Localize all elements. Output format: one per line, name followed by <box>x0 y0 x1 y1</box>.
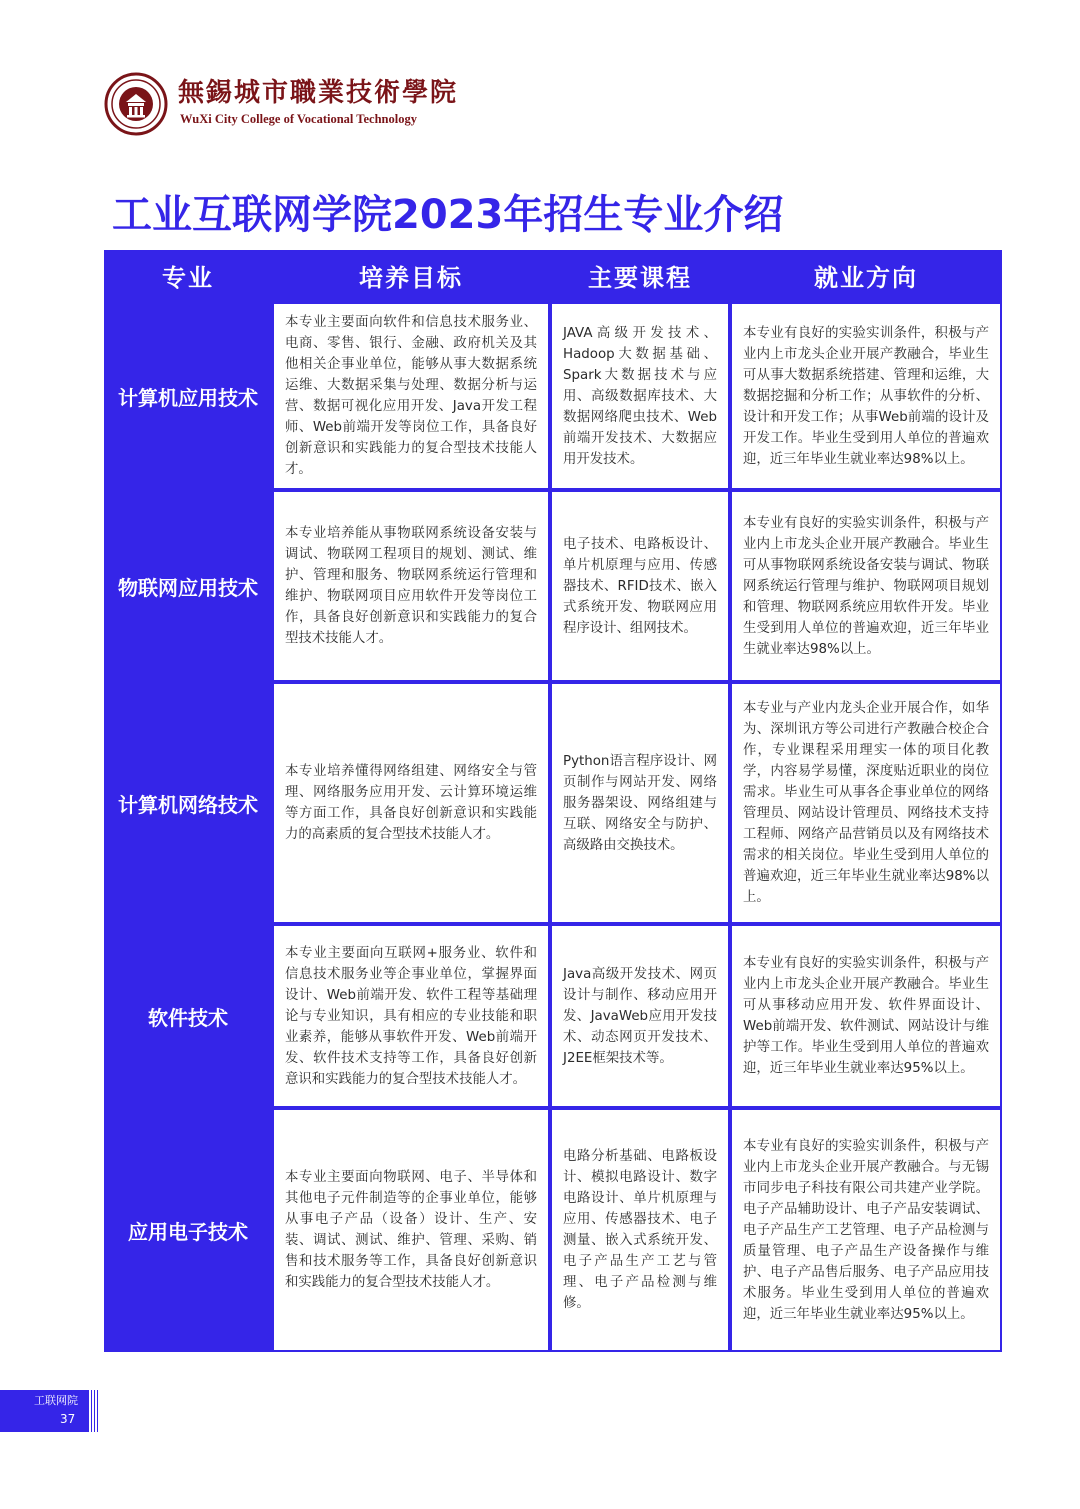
training-goal-cell <box>274 304 548 488</box>
courses-text: Java高级开发技术、网页设计与制作、移动应用开发、JavaWeb应用开发技术、动态网页开发技术、J2EE框架技术等。 <box>563 966 717 1066</box>
courses-cell <box>552 1110 728 1350</box>
courses-cell <box>552 926 728 1106</box>
training-goal-cell <box>274 492 548 680</box>
training-goal-cell <box>274 926 548 1106</box>
school-name-cn: 無錫城市職業技術學院 <box>178 78 459 108</box>
courses-text: JAVA高级开发技术、Hadoop大数据基础、Spark大数据技术与应用、高级数据库技术、大数据网络爬虫技术、Web前端开发技术、大数据应用开发技术。 <box>563 325 717 467</box>
career-cell <box>732 1110 1000 1350</box>
page-title: 工业互联网学院2023年招生专业介绍 <box>112 192 784 238</box>
training-goal-text: 本专业主要面向软件和信息技术服务业、电商、零售、银行、金融、政府机关及其他相关企事业单位，能够从事大数据系统运维、大数据采集与处理、数据分析与运营、数据可视化应用开发、Java开发工程师、Web前端开发等岗位工作，具备良好创新意识和实践能力的复合型技术技能人才。 <box>285 315 537 477</box>
training-goal-text: 本专业培养懂得网络组建、网络安全与管理、网络服务应用开发、云计算环境运维等方面工作，具备良好创新意识和实践能力的高素质的复合型技术技能人才。 <box>285 764 537 842</box>
training-goal-cell <box>274 684 548 922</box>
courses-text: Python语言程序设计、网页制作与网站开发、网络服务器架设、网络组建与互联、网络安全与防护、高级路由交换技术。 <box>563 753 717 853</box>
career-cell <box>732 926 1000 1106</box>
courses-cell <box>552 304 728 488</box>
school-name-en: WuXi City College of Vocational Technology <box>180 112 417 126</box>
career-text: 本专业与产业内龙头企业开展合作，如华为、深圳讯方等公司进行产教融合校企合作，专业课程采用理实一体的项目化教学，内容易学易懂，深度贴近职业的岗位需求。毕业生可从事各企事业单位的网络管理员、网站设计管理员、网络技术支持工程师、网络产品营销员以及有网络技术需求的相关岗位。毕业生受到用人单位的普遍欢迎，近三年毕业生就业率达98%以上。 <box>743 701 989 905</box>
major-name: 软件技术 <box>106 926 270 1106</box>
career-text: 本专业有良好的实验实训条件，积极与产业内上市龙头企业开展产教融合。毕业生可从事移动应用开发、软件界面设计、Web前端开发、软件测试、网站设计与维护等工作。毕业生受到用人单位的普遍欢迎，近三年毕业生就业率达95%以上。 <box>743 956 989 1076</box>
footer-label: 工联网院 <box>34 1394 78 1407</box>
column-header-goal: 培养目标 <box>274 252 548 298</box>
career-text: 本专业有良好的实验实训条件，积极与产业内上市龙头企业开展产教融合。毕业生可从事物联网系统设备安装与调试、物联网系统运行管理与维护、物联网项目规划和管理、物联网系统应用软件开发。毕业生受到用人单位的普遍欢迎，近三年毕业生就业率达98%以上。 <box>743 515 989 657</box>
career-text: 本专业有良好的实验实训条件，积极与产业内上市龙头企业开展产教融合，毕业生可从事大数据系统搭建、管理和运维，大数据挖掘和分析工作；从事软件的分析、设计和开发工作；从事Web前端的设计及开发工作。毕业生受到用人单位的普遍欢迎，近三年毕业生就业率达98%以上。 <box>743 325 989 467</box>
career-text: 本专业有良好的实验实训条件，积极与产业内上市龙头企业开展产教融合。与无锡市同步电子科技有限公司共建产业学院。电子产品辅助设计、电子产品安装调试、电子产品生产工艺管理、电子产品检测与质量管理、电子产品生产设备操作与维护、电子产品售后服务、电子产品应用技术服务。毕业生受到用人单位的普遍欢迎，近三年毕业生就业率达95%以上。 <box>743 1138 989 1322</box>
column-header-career: 就业方向 <box>732 252 1000 298</box>
courses-cell <box>552 492 728 680</box>
courses-cell <box>552 684 728 922</box>
career-cell <box>732 492 1000 680</box>
training-goal-text: 本专业培养能从事物联网系统设备安装与调试、物联网工程项目的规划、测试、维护、管理和服务、物联网系统运行管理和维护、物联网项目应用软件开发等岗位工作，具备良好创新意识和实践能力的复合型技术技能人才。 <box>285 526 537 646</box>
major-name: 物联网应用技术 <box>106 492 270 680</box>
training-goal-text: 本专业主要面向物联网、电子、半导体和其他电子元件制造等的企事业单位，能够从事电子产品（设备）设计、生产、安装、调试、测试、维护、管理、采购、销售和技术服务等工作，具备良好创新意识和实践能力的复合型技术技能人才。 <box>285 1170 537 1290</box>
major-name: 应用电子技术 <box>106 1110 270 1350</box>
majors-table <box>104 250 1002 1352</box>
courses-text: 电子技术、电路板设计、单片机原理与应用、传感器技术、RFID技术、嵌入式系统开发、物联网应用程序设计、组网技术。 <box>563 536 717 636</box>
courses-text: 电路分析基础、电路板设计、模拟电路设计、数字电路设计、单片机原理与应用、传感器技术、电子测量、嵌入式系统开发、电子产品生产工艺与管理、电子产品检测与维修。 <box>563 1149 717 1311</box>
career-cell <box>732 304 1000 488</box>
column-header-courses: 主要课程 <box>552 252 728 298</box>
training-goal-cell <box>274 1110 548 1350</box>
major-name: 计算机网络技术 <box>106 684 270 922</box>
major-name: 计算机应用技术 <box>106 304 270 488</box>
page-number: 37 <box>60 1412 76 1426</box>
footer-stripes <box>88 1390 98 1432</box>
column-header-major: 专业 <box>106 252 270 298</box>
training-goal-text: 本专业主要面向互联网+服务业、软件和信息技术服务业等企事业单位，掌握界面设计、Web前端开发、软件工程等基础理论与专业知识，具有相应的专业技能和职业素养，能够从事软件开发、Web前端开发、软件技术支持等工作，具备良好创新意识和实践能力的复合型技术技能人才。 <box>285 945 537 1087</box>
college-seal-logo <box>104 72 168 136</box>
career-cell <box>732 684 1000 922</box>
